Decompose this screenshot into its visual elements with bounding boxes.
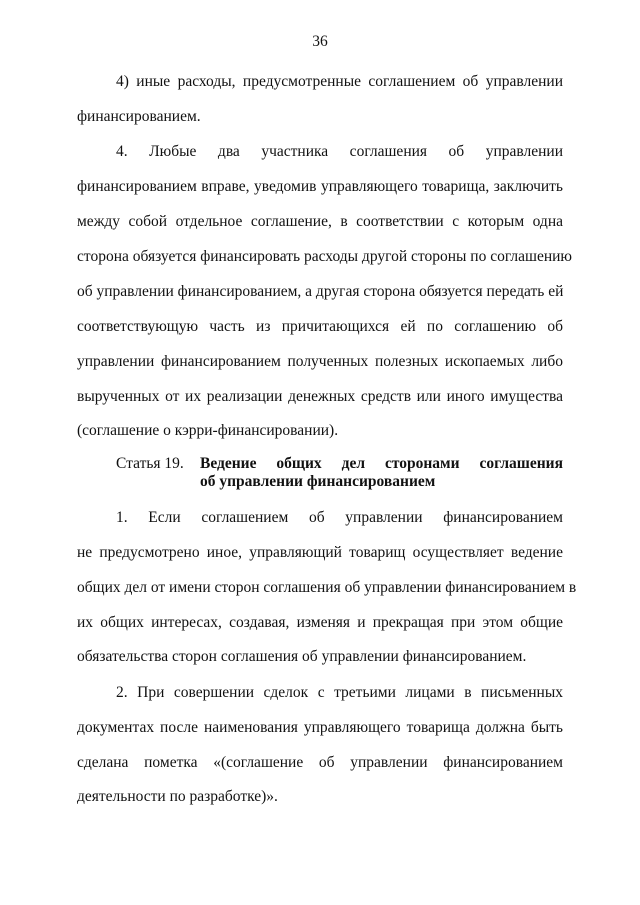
paragraph-line: деятельности по разработке)».	[77, 788, 278, 805]
article-title-line-2: об управлении финансированием	[200, 473, 436, 490]
paragraph-line: вырученных от их реализации денежных средств или иного имущества	[77, 388, 563, 405]
paragraph-line: сторона обязуется финансировать расходы другой стороны по соглашению	[77, 248, 573, 265]
paragraph-line: их общих интересах, создавая, изменяя и прекращая при этом общие	[77, 614, 563, 631]
paragraph-line: (соглашение о кэрри-финансировании).	[77, 422, 339, 439]
paragraph-line: сделана пометка «(соглашение об управлении финансированием	[77, 754, 563, 771]
paragraph-line: 4) иные расходы, предусмотренные соглашением об управлении	[116, 73, 563, 90]
paragraph-line: об управлении финансированием, а другая сторона обязуется передать ей	[77, 283, 564, 300]
paragraph-line: финансированием вправе, уведомив управляющего товарища, заключить	[77, 178, 563, 195]
paragraph-line: не предусмотрено иное, управляющий товарищ осуществляет ведение	[77, 544, 563, 561]
article-title-line-1: Ведение общих дел сторонами соглашения	[200, 455, 563, 472]
page-number: 36	[312, 33, 328, 50]
paragraph-line: 1. Если соглашением об управлении финансированием	[116, 509, 563, 526]
paragraph-line: 4. Любые два участника соглашения об управлении	[116, 143, 563, 160]
paragraph-line: обязательства сторон соглашения об управлении финансированием.	[77, 648, 527, 665]
paragraph-line: соответствующую часть из причитающихся ей по соглашению об	[77, 318, 563, 335]
paragraph-line: общих дел от имени сторон соглашения об управлении финансированием в	[77, 579, 577, 596]
paragraph-line: документах после наименования управляющего товарища должна быть	[77, 719, 563, 736]
article-heading	[116, 455, 563, 491]
paragraph-line: финансированием.	[77, 108, 201, 125]
article-label: Статья 19.	[116, 455, 184, 472]
paragraph-line: между собой отдельное соглашение, в соответствии с которым одна	[77, 213, 563, 230]
paragraph-line: управлении финансированием полученных полезных ископаемых либо	[77, 353, 563, 370]
paragraph-line: 2. При совершении сделок с третьими лицами в письменных	[116, 684, 563, 701]
